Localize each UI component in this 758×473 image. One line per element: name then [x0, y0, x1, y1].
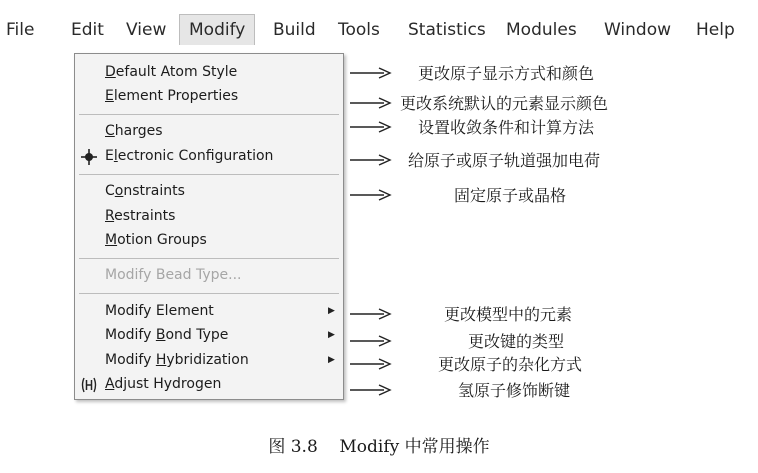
submenu-arrow-icon: ▶ [328, 330, 335, 340]
right-arrow-icon [348, 307, 392, 321]
menu-item-adjust-hydrogen[interactable]: Adjust Hydrogen [105, 376, 222, 392]
annotation-text: 更改模型中的元素 [444, 305, 573, 324]
menu-modules[interactable]: Modules [506, 20, 577, 40]
annotation-text: 更改键的类型 [468, 332, 565, 351]
right-arrow-icon [348, 153, 392, 167]
annotation-text: 设置收敛条件和计算方法 [418, 118, 595, 137]
submenu-arrow-icon: ▶ [328, 355, 335, 365]
menu-window[interactable]: Window [604, 20, 672, 40]
menu-statistics[interactable]: Statistics [408, 20, 486, 40]
hydrogen-icon [80, 376, 98, 394]
menu-item-modify-bead-type: Modify Bead Type... [105, 267, 242, 283]
modify-dropdown-menu [74, 53, 344, 400]
menu-item-modify-element[interactable]: Modify Element [105, 303, 214, 319]
submenu-arrow-icon: ▶ [328, 306, 335, 316]
menu-item-constraints[interactable]: Constraints [105, 183, 185, 199]
menu-help[interactable]: Help [696, 20, 735, 40]
menu-item-charges[interactable]: Charges [105, 123, 163, 139]
menu-item-motion-groups[interactable]: Motion Groups [105, 232, 207, 248]
electron-config-icon [80, 148, 98, 166]
right-arrow-icon [348, 96, 392, 110]
right-arrow-icon [348, 66, 392, 80]
menu-separator [79, 114, 339, 115]
menu-view[interactable]: View [126, 20, 167, 40]
menu-build[interactable]: Build [273, 20, 316, 40]
annotation-text: 固定原子或晶格 [454, 186, 567, 205]
menubar [0, 13, 758, 47]
menu-item-modify-bond-type[interactable]: Modify Bond Type [105, 327, 229, 343]
menu-item-element-properties[interactable]: Element Properties [105, 88, 239, 104]
annotation-text: 更改系统默认的元素显示颜色 [400, 94, 609, 113]
annotation-text: 氢原子修饰断键 [458, 381, 571, 400]
right-arrow-icon [348, 383, 392, 397]
right-arrow-icon [348, 334, 392, 348]
menu-separator [79, 174, 339, 175]
menu-separator [79, 258, 339, 259]
menu-edit[interactable]: Edit [71, 20, 104, 40]
menu-file[interactable]: File [6, 20, 35, 40]
menu-item-modify-hybridization[interactable]: Modify Hybridization [105, 352, 249, 368]
annotation-text: 给原子或原子轨道强加电荷 [408, 151, 601, 170]
right-arrow-icon [348, 120, 392, 134]
right-arrow-icon [348, 357, 392, 371]
right-arrow-icon [348, 188, 392, 202]
annotation-text: 更改原子显示方式和颜色 [418, 64, 595, 83]
menu-separator [79, 293, 339, 294]
menu-item-electronic-configuration[interactable]: Electronic Configuration [105, 148, 274, 164]
menu-item-default-atom-style[interactable]: Default Atom Style [105, 64, 238, 80]
figure-caption: 图 3.8 Modify 中常用操作 [268, 437, 490, 457]
menu-tools[interactable]: Tools [338, 20, 380, 40]
menu-item-restraints[interactable]: Restraints [105, 208, 176, 224]
annotation-text: 更改原子的杂化方式 [438, 355, 583, 374]
menu-modify[interactable]: Modify [179, 14, 255, 45]
